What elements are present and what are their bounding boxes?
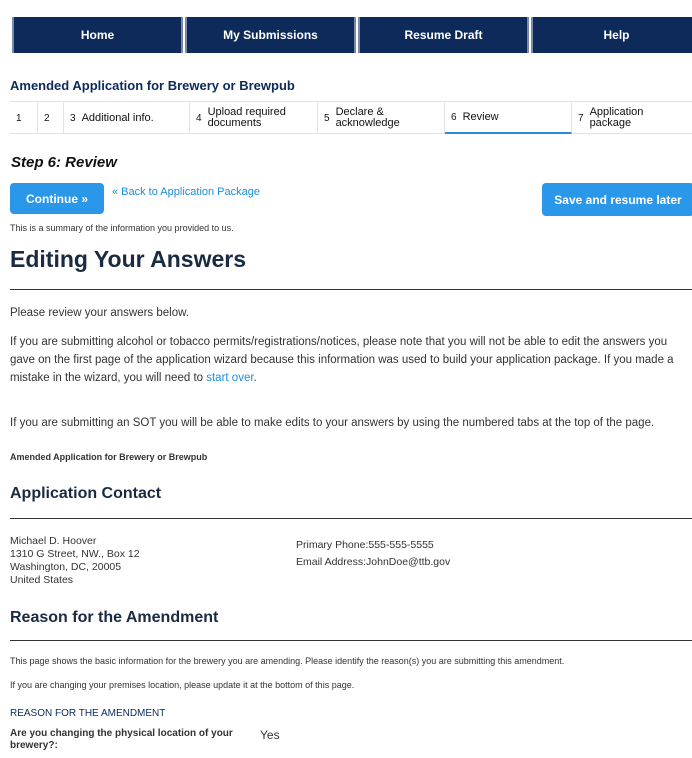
contact-city: Washington, DC, 20005 xyxy=(10,561,122,573)
step-label: Upload required documents xyxy=(207,106,286,129)
start-over-link[interactable]: start over xyxy=(206,372,254,384)
nav-my-submissions-button[interactable]: My Submissions xyxy=(185,17,356,53)
application-title: Amended Application for Brewery or Brewpub xyxy=(10,78,295,93)
wizard-steps xyxy=(10,101,692,134)
question-label: Are you changing the physical location of your brewery?: xyxy=(10,728,233,751)
location-note: If you are changing your premises location, please update it at the bottom of this page. xyxy=(10,680,355,690)
nav-help-button[interactable]: Help xyxy=(531,17,692,53)
page-heading: Editing Your Answers xyxy=(10,246,246,272)
reason-for-amendment-heading: Reason for the Amendment xyxy=(10,609,219,626)
step-label: Additional info. xyxy=(81,111,154,124)
phone-value: 555-555-5555 xyxy=(368,539,434,551)
step-number: 7 xyxy=(578,112,584,124)
tab-step-5[interactable] xyxy=(318,102,445,134)
section-label: REASON FOR THE AMENDMENT xyxy=(10,708,166,719)
application-contact-heading: Application Contact xyxy=(10,485,162,502)
step-number: 4 xyxy=(196,112,202,124)
step-label: Review xyxy=(462,110,499,123)
permits-note-end: . xyxy=(253,372,257,384)
step-label: Declare & acknowledge xyxy=(335,106,400,129)
back-to-application-package-link[interactable]: « Back to Application Package xyxy=(112,186,260,198)
tab-step-2[interactable] xyxy=(38,102,64,134)
contact-address xyxy=(10,535,140,587)
email-label: Email Address: xyxy=(296,556,367,568)
phone-label: Primary Phone: xyxy=(296,539,369,551)
contact-details xyxy=(296,537,450,571)
continue-button[interactable]: Continue » xyxy=(10,183,104,214)
contact-country: United States xyxy=(10,574,74,586)
email-value: JohnDoe@ttb.gov xyxy=(366,556,451,568)
tab-step-7[interactable] xyxy=(572,102,692,134)
step-number: 6 xyxy=(451,111,457,123)
step-number: 5 xyxy=(324,112,330,124)
tab-step-6[interactable] xyxy=(445,102,572,134)
top-navigation xyxy=(0,0,692,56)
nav-resume-draft-button[interactable]: Resume Draft xyxy=(358,17,529,53)
tab-step-1[interactable] xyxy=(10,102,38,134)
step-number: 2 xyxy=(44,112,50,124)
review-prompt: Please review your answers below. xyxy=(10,307,189,319)
form-name: Amended Application for Brewery or Brewpub xyxy=(10,452,208,462)
step-number: 1 xyxy=(16,112,22,124)
summary-note: This is a summary of the information you provided to us. xyxy=(10,223,234,233)
tab-step-3[interactable] xyxy=(64,102,190,134)
divider xyxy=(10,640,692,641)
save-and-resume-later-button[interactable]: Save and resume later xyxy=(542,183,692,216)
divider xyxy=(10,289,692,290)
nav-home-button[interactable]: Home xyxy=(12,17,183,53)
step-label: Application package xyxy=(589,106,644,129)
tab-step-4[interactable] xyxy=(190,102,318,134)
step-title: Step 6: Review xyxy=(11,154,117,171)
divider xyxy=(10,518,692,519)
amendment-intro: This page shows the basic information for the brewery you are amending. Please identify the reason(s) you are submitting this amendment. xyxy=(10,656,565,666)
permits-note-text: If you are submitting alcohol or tobacco permits/registrations/notices, please note that you will not be able to edit the answers you gave on the first page of the application wizard because this information was used to build your application package. If you made a mistake in the wizard, you will need to xyxy=(10,336,674,384)
contact-name: Michael D. Hoover xyxy=(10,535,97,547)
contact-street: 1310 G Street, NW., Box 12 xyxy=(10,548,140,560)
permits-note xyxy=(10,333,692,387)
step-number: 3 xyxy=(70,112,76,124)
sot-note: If you are submitting an SOT you will be able to make edits to your answers by using the numbered tabs at the top of the page. xyxy=(10,417,655,429)
question-answer: Yes xyxy=(260,728,280,742)
